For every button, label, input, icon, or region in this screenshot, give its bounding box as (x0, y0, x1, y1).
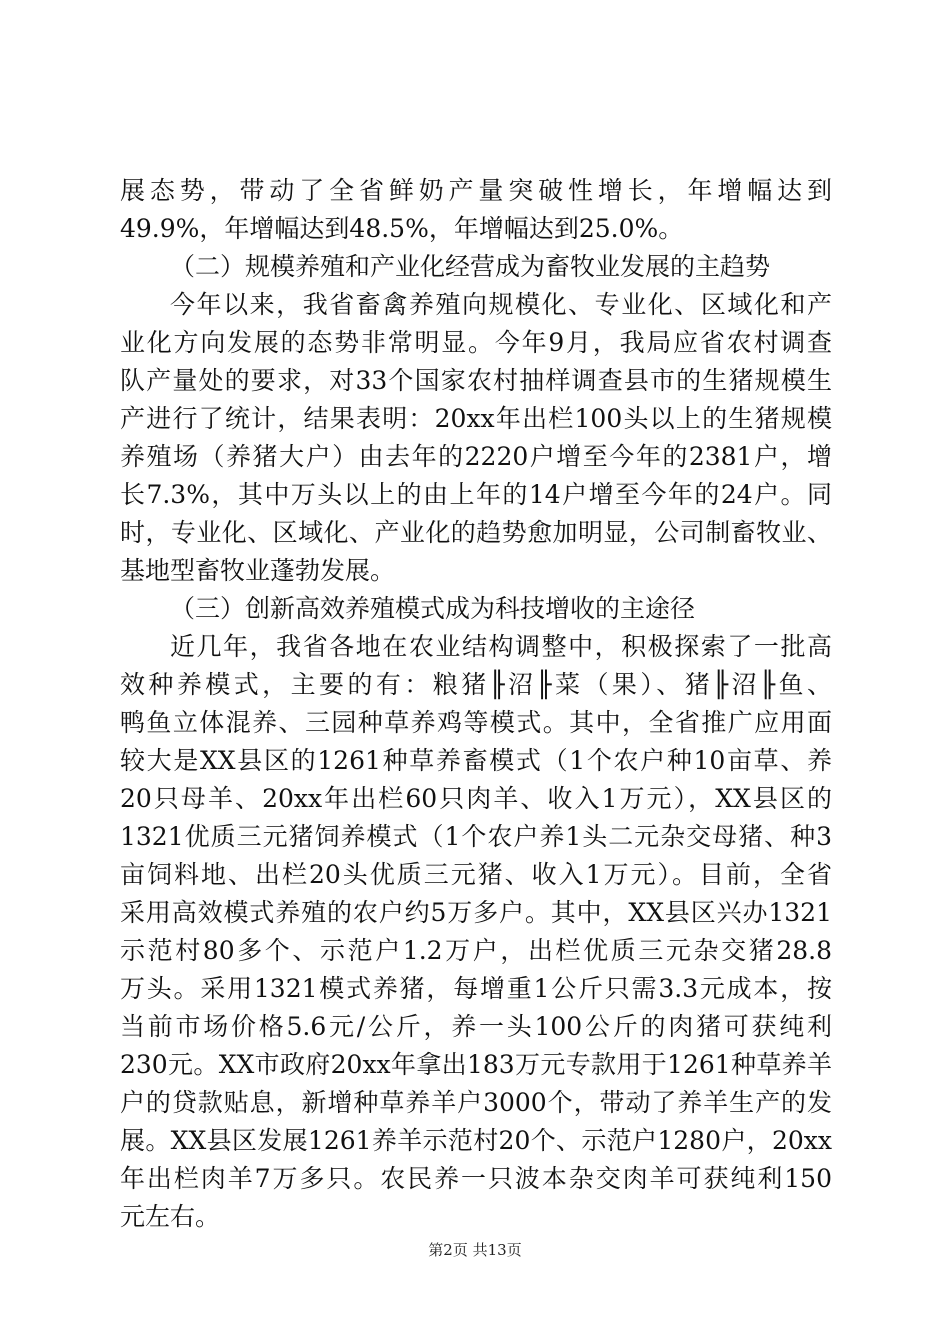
paragraph-line: 效种养模式，主要的有：粮猪╟沼╟菜（果）、猪╟沼╟鱼、 (120, 670, 832, 699)
paragraph-line: 较大是XX县区的1261种草养畜模式（1个农户种10亩草、养 (120, 746, 832, 775)
paragraph-line: 户的贷款贴息，新增种草养羊户3000个，带动了养羊生产的发 (120, 1088, 832, 1117)
paragraph-line: 采用高效模式养殖的农户约5万多户。其中，XX县区兴办1321 (120, 898, 832, 927)
paragraph-line: 养殖场（养猪大户）由去年的2220户增至今年的2381户，增 (120, 442, 832, 471)
paragraph-line: 万头。采用1321模式养猪，每增重1公斤只需3.3元成本，按 (120, 974, 832, 1003)
paragraph-line: 展。XX县区发展1261养羊示范村20个、示范户1280户，20xx (120, 1126, 832, 1155)
paragraph-line: 今年以来，我省畜禽养殖向规模化、专业化、区域化和产 (170, 290, 832, 319)
paragraph-line: 队产量处的要求，对33个国家农村抽样调查县市的生猪规模生 (120, 366, 832, 395)
paragraph-line: 业化方向发展的态势非常明显。今年9月，我局应省农村调查 (120, 328, 832, 357)
paragraph-line: 鸭鱼立体混养、三园种草养鸡等模式。其中，全省推广应用面 (120, 708, 832, 737)
paragraph-line: 基地型畜牧业蓬勃发展。 (120, 556, 396, 585)
paragraph-line: 亩饲料地、出栏20头优质三元猪、收入1万元）。目前，全省 (120, 860, 832, 889)
page-footer: 第2页 共13页 (428, 1241, 522, 1259)
paragraph-line: 示范村80多个、示范户1.2万户，出栏优质三元杂交猪28.8 (120, 936, 832, 965)
paragraph-line: 元左右。 (120, 1202, 221, 1231)
paragraph-line: 产进行了统计，结果表明：20xx年出栏100头以上的生猪规模 (120, 404, 832, 433)
paragraph-line: 1321优质三元猪饲养模式（1个农户养1头二元杂交母猪、种3 (120, 822, 832, 851)
section-heading: （三）创新高效养殖模式成为科技增收的主途径 (170, 594, 696, 623)
paragraph-line: 20只母羊、20xx年出栏60只肉羊、收入1万元），XX县区的 (120, 784, 832, 813)
paragraph-line: 长7.3%，其中万头以上的由上年的14户增至今年的24户。同 (120, 480, 832, 509)
section-heading: （二）规模养殖和产业化经营成为畜牧业发展的主趋势 (170, 252, 771, 281)
paragraph-line: 当前市场价格5.6元/公斤，养一头100公斤的肉猪可获纯利 (120, 1012, 832, 1041)
paragraph-line: 230元。XX市政府20xx年拿出183万元专款用于1261种草养羊 (120, 1050, 832, 1079)
paragraph-line: 时，专业化、区域化、产业化的趋势愈加明显，公司制畜牧业、 (120, 518, 832, 547)
paragraph-line: 展态势，带动了全省鲜奶产量突破性增长，年增幅达到 (120, 176, 832, 205)
paragraph-line: 49.9%，年增幅达到48.5%，年增幅达到25.0%。 (120, 214, 684, 243)
paragraph-line: 近几年，我省各地在农业结构调整中，积极探索了一批高 (170, 632, 832, 661)
paragraph-line: 年出栏肉羊7万多只。农民养一只波本杂交肉羊可获纯利150 (120, 1164, 832, 1193)
